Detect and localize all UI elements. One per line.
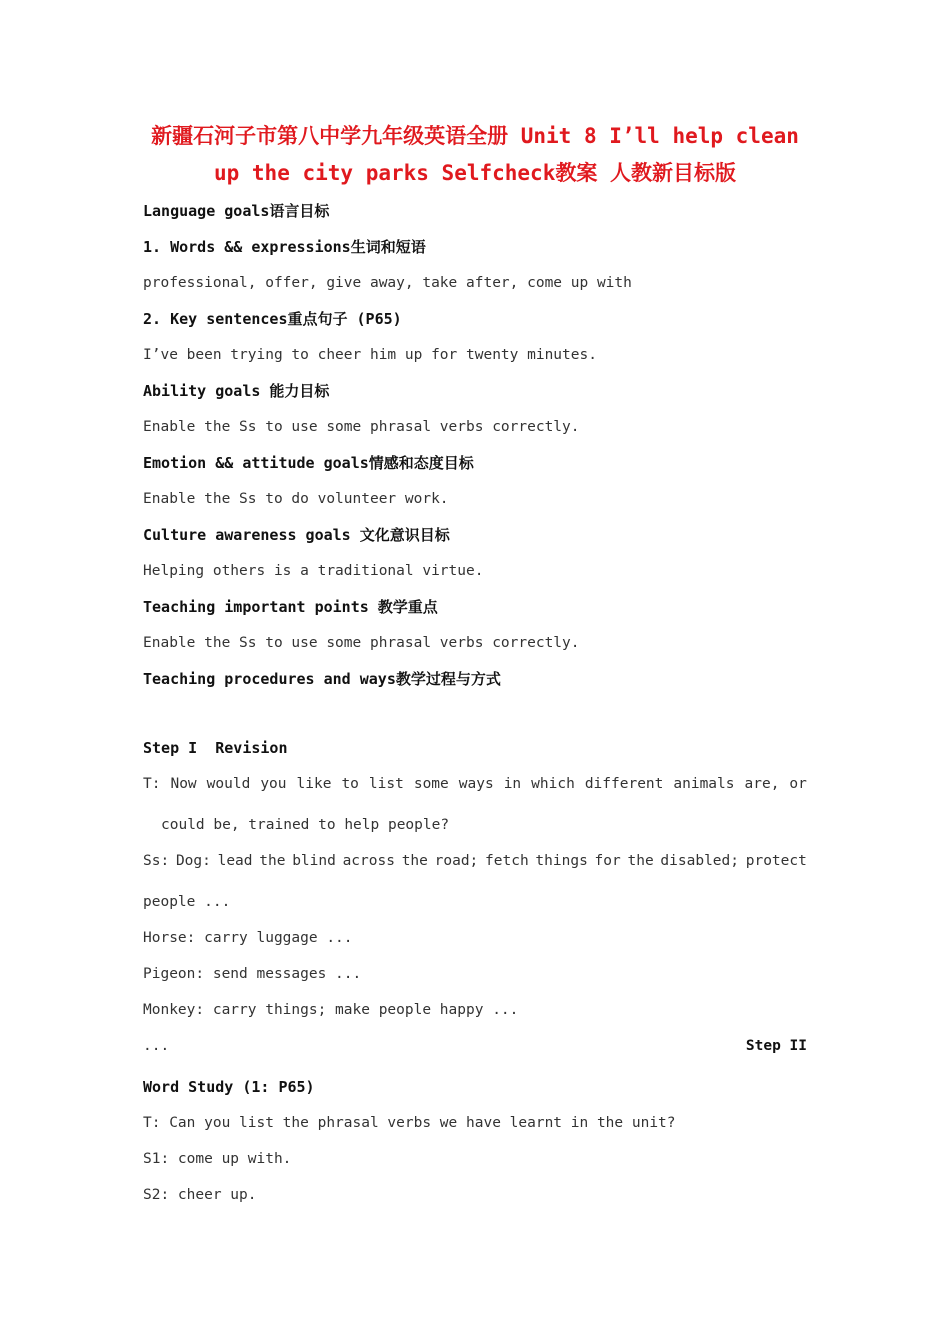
word: road;	[434, 853, 479, 869]
word: you	[260, 776, 287, 792]
word: across	[342, 853, 395, 869]
language-goals-heading: Language goals语言目标	[143, 202, 330, 220]
word: fetch	[485, 853, 529, 869]
monkey-line: Monkey: carry things; make people happy ...	[143, 1002, 519, 1018]
ellipsis: ...	[143, 1038, 170, 1054]
word: would	[206, 776, 251, 792]
pigeon-line: Pigeon: send messages ...	[143, 966, 362, 982]
important-points-heading: Teaching important points 教学重点	[143, 598, 438, 616]
word-study-heading: Word Study (1: P65)	[143, 1078, 315, 1096]
word: which	[531, 776, 575, 792]
step-1-heading: Step I Revision	[143, 739, 288, 757]
emotion-goals-heading: Emotion && attitude goals情感和态度目标	[143, 454, 474, 472]
word: for	[594, 853, 621, 869]
word: protect	[745, 853, 807, 869]
word: lead	[217, 853, 253, 869]
word: or	[789, 776, 807, 792]
word: some	[413, 776, 449, 792]
word: the	[627, 853, 654, 869]
word: to	[341, 776, 359, 792]
word: the	[401, 853, 428, 869]
words-list: professional, offer, give away, take after, come up with	[143, 275, 632, 291]
horse-line: Horse: carry luggage ...	[143, 930, 353, 946]
key-sentences-heading: 2. Key sentences重点句子 (P65)	[143, 310, 402, 328]
word: Ss:	[143, 853, 170, 869]
ability-goals-heading: Ability goals 能力目标	[143, 382, 330, 400]
word: the	[259, 853, 286, 869]
important-points-text: Enable the Ss to use some phrasal verbs correctly.	[143, 635, 580, 651]
teacher-question-continued: could be, trained to help people?	[161, 817, 450, 833]
words-heading: 1. Words && expressions生词和短语	[143, 238, 426, 256]
step-2-label: Step II	[745, 1038, 807, 1054]
emotion-goals-text: Enable the Ss to do volunteer work.	[143, 491, 449, 507]
culture-goals-text: Helping others is a traditional virtue.	[143, 563, 484, 579]
key-sentence: I’ve been trying to cheer him up for twenty minutes.	[143, 347, 597, 363]
word: disabled;	[660, 853, 739, 869]
student-1-answer: S1: come up with.	[143, 1151, 292, 1167]
document-title-line-2: up the city parks Selfcheck教案 人教新目标版	[213, 161, 736, 185]
word: in	[503, 776, 522, 792]
word: ways	[458, 776, 494, 792]
student-2-answer: S2: cheer up.	[143, 1187, 257, 1203]
word: animals	[673, 776, 735, 792]
students-answer-line	[143, 851, 807, 871]
word: like	[296, 776, 332, 792]
teacher-question-line	[143, 774, 807, 794]
students-answer-continued: people ...	[143, 894, 231, 910]
word: list	[368, 776, 404, 792]
word: blind	[292, 853, 336, 869]
word: T:	[143, 776, 161, 792]
word: things	[535, 853, 588, 869]
word: are,	[744, 776, 780, 792]
word: Dog:	[175, 853, 211, 869]
procedures-heading: Teaching procedures and ways教学过程与方式	[143, 670, 501, 688]
document-title-line-1: 新疆石河子市第八中学九年级英语全册 Unit 8 I’ll help clean	[151, 124, 799, 148]
teacher-question-2: T: Can you list the phrasal verbs we have learnt in the unit?	[143, 1115, 676, 1131]
ability-goals-text: Enable the Ss to use some phrasal verbs correctly.	[143, 419, 580, 435]
word: different	[584, 776, 664, 792]
culture-goals-heading: Culture awareness goals 文化意识目标	[143, 526, 450, 544]
word: Now	[170, 776, 197, 792]
ellipsis-line	[143, 1036, 807, 1056]
